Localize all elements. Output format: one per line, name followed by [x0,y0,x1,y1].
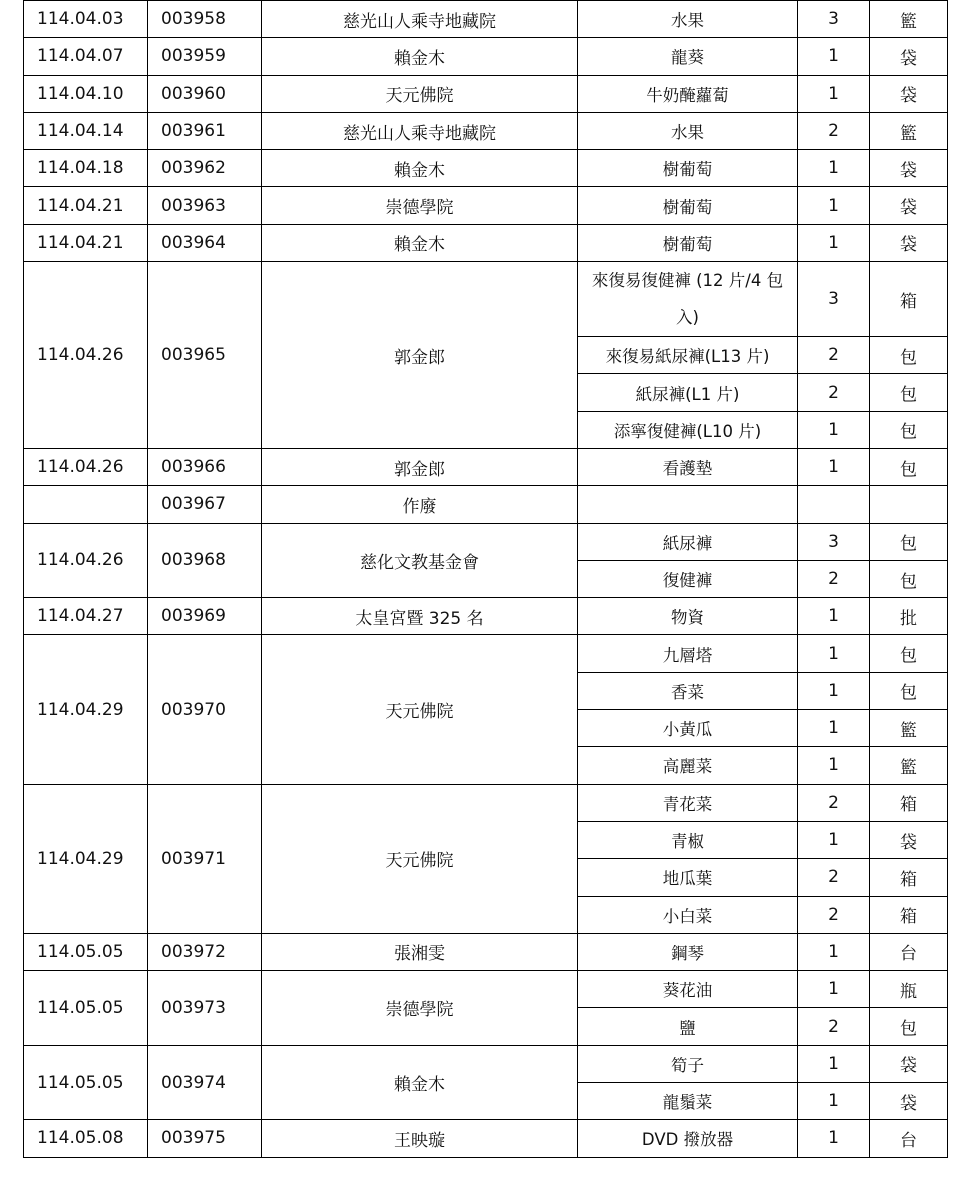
donor-name-cell: 崇德學院 [262,971,578,1046]
item-name-cell [578,486,798,523]
table-row [24,112,948,149]
item-quantity-cell: 1 [798,821,870,858]
donor-name-cell: 賴金木 [262,150,578,187]
item-unit-cell: 箱 [870,896,948,933]
item-quantity-cell: 1 [798,635,870,672]
donor-name-cell: 賴金木 [262,224,578,261]
item-name-cell: 葵花油 [578,971,798,1008]
item-name-cell: 青花菜 [578,784,798,821]
donor-name-cell: 慈光山人乘寺地藏院 [262,112,578,149]
item-name-cell: 添寧復健褲(L10 片) [578,411,798,448]
donation-date-cell [24,486,148,523]
table-row [24,75,948,112]
donation-table [23,0,948,1158]
item-name-cell: 地瓜葉 [578,859,798,896]
item-name-cell: 鹽 [578,1008,798,1045]
item-quantity-cell: 2 [798,560,870,597]
item-quantity-cell: 1 [798,1045,870,1082]
item-unit-cell: 包 [870,523,948,560]
donor-name-cell: 天元佛院 [262,635,578,784]
receipt-number-cell: 003972 [148,933,262,970]
item-name-cell: 看護墊 [578,448,798,485]
item-quantity-cell: 2 [798,784,870,821]
table-row [24,187,948,224]
donor-name-cell: 天元佛院 [262,75,578,112]
item-name-cell: 龍葵 [578,38,798,75]
item-name-cell: 紙尿褲(L1 片) [578,374,798,411]
table-row [24,150,948,187]
donor-name-cell: 張湘雯 [262,933,578,970]
item-unit-cell: 箱 [870,859,948,896]
table-row [24,523,948,560]
item-quantity-cell: 2 [798,1008,870,1045]
receipt-number-cell: 003964 [148,224,262,261]
item-name-cell: 香菜 [578,672,798,709]
donation-date-cell: 114.05.08 [24,1120,148,1157]
item-name-cell: 鋼琴 [578,933,798,970]
item-name-cell: 樹葡萄 [578,187,798,224]
donation-date-cell: 114.05.05 [24,971,148,1046]
item-quantity-cell: 2 [798,112,870,149]
receipt-number-cell: 003965 [148,262,262,449]
table-row [24,635,948,672]
item-unit-cell [870,486,948,523]
item-unit-cell: 批 [870,598,948,635]
item-name-cell: 來復易復健褲 (12 片/4 包入) [578,262,798,337]
item-quantity-cell: 1 [798,411,870,448]
item-unit-cell: 包 [870,411,948,448]
item-unit-cell: 袋 [870,187,948,224]
item-unit-cell: 瓶 [870,971,948,1008]
item-unit-cell: 袋 [870,224,948,261]
donor-name-cell: 崇德學院 [262,187,578,224]
item-quantity-cell: 1 [798,1083,870,1120]
table-row [24,1,948,38]
item-quantity-cell: 1 [798,672,870,709]
item-unit-cell: 箱 [870,784,948,821]
receipt-number-cell: 003968 [148,523,262,598]
item-name-cell: 來復易紙尿褲(L13 片) [578,337,798,374]
item-unit-cell: 包 [870,337,948,374]
table-row [24,1045,948,1082]
item-unit-cell: 籃 [870,710,948,747]
item-quantity-cell: 2 [798,337,870,374]
item-quantity-cell: 1 [798,448,870,485]
receipt-number-cell: 003975 [148,1120,262,1157]
donor-name-cell: 郭金郎 [262,448,578,485]
donation-date-cell: 114.04.18 [24,150,148,187]
donation-date-cell: 114.04.14 [24,112,148,149]
receipt-number-cell: 003966 [148,448,262,485]
item-quantity-cell: 2 [798,896,870,933]
donation-date-cell: 114.04.27 [24,598,148,635]
donor-name-cell: 王映璇 [262,1120,578,1157]
item-quantity-cell: 1 [798,1120,870,1157]
item-quantity-cell: 1 [798,933,870,970]
donation-date-cell: 114.04.26 [24,523,148,598]
donation-date-cell: 114.05.05 [24,933,148,970]
receipt-number-cell: 003970 [148,635,262,784]
item-unit-cell: 包 [870,560,948,597]
item-unit-cell: 箱 [870,262,948,337]
receipt-number-cell: 003958 [148,1,262,38]
table-row [24,598,948,635]
donation-date-cell: 114.04.29 [24,635,148,784]
item-quantity-cell [798,486,870,523]
item-name-cell: 紙尿褲 [578,523,798,560]
item-name-cell: 樹葡萄 [578,150,798,187]
donation-date-cell: 114.04.29 [24,784,148,933]
table-row [24,1120,948,1157]
item-quantity-cell: 1 [798,75,870,112]
item-unit-cell: 包 [870,635,948,672]
item-unit-cell: 袋 [870,1045,948,1082]
item-quantity-cell: 2 [798,374,870,411]
table-row [24,448,948,485]
item-quantity-cell: 1 [798,747,870,784]
receipt-number-cell: 003959 [148,38,262,75]
item-unit-cell: 籃 [870,1,948,38]
item-quantity-cell: 3 [798,1,870,38]
item-name-cell: 牛奶醃蘿蔔 [578,75,798,112]
donation-date-cell: 114.04.21 [24,224,148,261]
item-quantity-cell: 1 [798,971,870,1008]
item-unit-cell: 籃 [870,747,948,784]
table-row [24,38,948,75]
table-row [24,486,948,523]
item-quantity-cell: 3 [798,262,870,337]
item-name-cell: 樹葡萄 [578,224,798,261]
item-quantity-cell: 1 [798,598,870,635]
donor-name-cell: 郭金郎 [262,262,578,449]
item-name-cell: 小黃瓜 [578,710,798,747]
donation-date-cell: 114.05.05 [24,1045,148,1120]
receipt-number-cell: 003973 [148,971,262,1046]
donation-date-cell: 114.04.21 [24,187,148,224]
item-name-cell: 高麗菜 [578,747,798,784]
receipt-number-cell: 003960 [148,75,262,112]
donor-name-cell: 慈光山人乘寺地藏院 [262,1,578,38]
item-quantity-cell: 3 [798,523,870,560]
receipt-number-cell: 003969 [148,598,262,635]
donor-name-cell: 天元佛院 [262,784,578,933]
item-quantity-cell: 1 [798,187,870,224]
item-name-cell: 水果 [578,112,798,149]
table-row [24,224,948,261]
donation-date-cell: 114.04.07 [24,38,148,75]
item-unit-cell: 袋 [870,1083,948,1120]
item-name-cell: DVD 撥放器 [578,1120,798,1157]
item-unit-cell: 包 [870,448,948,485]
item-name-cell: 小白菜 [578,896,798,933]
item-name-cell: 青椒 [578,821,798,858]
item-name-cell: 物資 [578,598,798,635]
receipt-number-cell: 003967 [148,486,262,523]
donation-date-cell: 114.04.26 [24,262,148,449]
receipt-number-cell: 003974 [148,1045,262,1120]
donation-table-body [24,1,948,1158]
item-quantity-cell: 1 [798,38,870,75]
donor-name-cell: 賴金木 [262,38,578,75]
item-name-cell: 九層塔 [578,635,798,672]
receipt-number-cell: 003962 [148,150,262,187]
item-quantity-cell: 1 [798,224,870,261]
item-quantity-cell: 1 [798,150,870,187]
receipt-number-cell: 003971 [148,784,262,933]
item-unit-cell: 包 [870,1008,948,1045]
item-unit-cell: 台 [870,1120,948,1157]
table-row [24,971,948,1008]
donor-name-cell: 作廢 [262,486,578,523]
donor-name-cell: 太皇宮暨 325 名 [262,598,578,635]
donation-date-cell: 114.04.10 [24,75,148,112]
item-unit-cell: 袋 [870,821,948,858]
item-unit-cell: 包 [870,672,948,709]
donation-date-cell: 114.04.26 [24,448,148,485]
donor-name-cell: 賴金木 [262,1045,578,1120]
table-row [24,784,948,821]
item-unit-cell: 袋 [870,75,948,112]
item-quantity-cell: 2 [798,859,870,896]
table-row [24,262,948,337]
item-unit-cell: 包 [870,374,948,411]
item-quantity-cell: 1 [798,710,870,747]
item-name-cell: 龍鬚菜 [578,1083,798,1120]
item-name-cell: 復健褲 [578,560,798,597]
item-name-cell: 水果 [578,1,798,38]
donation-date-cell: 114.04.03 [24,1,148,38]
table-row [24,933,948,970]
donor-name-cell: 慈化文教基金會 [262,523,578,598]
item-unit-cell: 袋 [870,150,948,187]
item-unit-cell: 台 [870,933,948,970]
item-unit-cell: 籃 [870,112,948,149]
item-name-cell: 筍子 [578,1045,798,1082]
receipt-number-cell: 003961 [148,112,262,149]
receipt-number-cell: 003963 [148,187,262,224]
item-unit-cell: 袋 [870,38,948,75]
